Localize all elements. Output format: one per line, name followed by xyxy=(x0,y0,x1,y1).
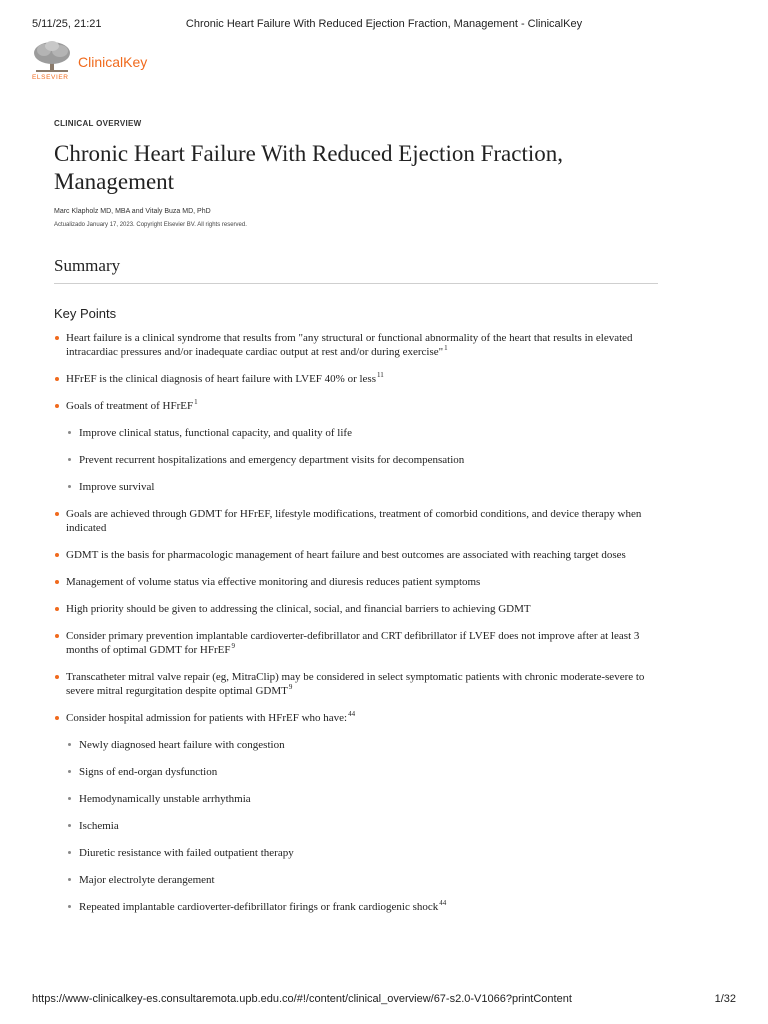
key-point-text: Hemodynamically unstable arrhythmia xyxy=(79,793,251,805)
reference-link[interactable]: 9 xyxy=(288,683,293,691)
key-point-text: GDMT is the basis for pharmacologic management of heart failure and best outcomes are associated with reaching target doses xyxy=(66,549,626,561)
bullet-icon xyxy=(68,485,71,488)
key-point-text: Consider hospital admission for patients with HFrEF who have: xyxy=(66,712,348,724)
bullet-icon xyxy=(68,458,71,461)
reference-link[interactable]: 44 xyxy=(439,899,447,907)
bullet-icon xyxy=(68,824,71,827)
article-category: CLINICAL OVERVIEW xyxy=(54,119,142,128)
bullet-icon xyxy=(68,431,71,434)
key-point-subitem xyxy=(54,765,658,779)
bullet-icon xyxy=(55,377,59,381)
key-point-item xyxy=(54,575,658,589)
print-page-number: 1/32 xyxy=(714,993,736,1005)
key-point-text: High priority should be given to addressing the clinical, social, and financial barriers to achieving GDMT xyxy=(66,603,531,615)
reference-link[interactable]: 1 xyxy=(444,344,448,352)
bullet-icon xyxy=(55,634,59,638)
key-point-subitem xyxy=(54,846,658,860)
key-point-text: Prevent recurrent hospitalizations and emergency department visits for decompensation xyxy=(79,454,465,466)
key-point-item xyxy=(54,711,658,725)
summary-heading: Summary xyxy=(54,256,658,284)
bullet-icon xyxy=(68,797,71,800)
print-page-title: Chronic Heart Failure With Reduced Ejection Fraction, Management - ClinicalKey xyxy=(185,18,583,30)
print-datetime: 5/11/25, 21:21 xyxy=(32,18,102,30)
key-point-subitem xyxy=(54,480,658,494)
key-point-subitem xyxy=(54,792,658,806)
key-point-text: Repeated implantable cardioverter-defibrillator firings or frank cardiogenic shock xyxy=(79,901,439,913)
key-point-text: Newly diagnosed heart failure with congestion xyxy=(79,739,285,751)
elsevier-tree-icon xyxy=(30,40,74,74)
bullet-icon xyxy=(68,770,71,773)
key-point-text: Diuretic resistance with failed outpatient therapy xyxy=(79,847,294,859)
bullet-icon xyxy=(55,336,59,340)
reference-link[interactable]: 1 xyxy=(194,398,198,406)
article-updated: Actualizado January 17, 2023. Copyright Elsevier BV. All rights reserved. xyxy=(54,222,247,228)
bullet-icon xyxy=(68,878,71,881)
bullet-icon xyxy=(55,580,59,584)
key-point-text: Management of volume status via effective monitoring and diuresis reduces patient symptoms xyxy=(66,576,481,588)
bullet-icon xyxy=(55,675,59,679)
article-authors: Marc Klapholz MD, MBA and Vitaly Buza MD, PhD xyxy=(54,208,211,215)
key-point-item xyxy=(54,548,658,562)
key-point-text: Goals of treatment of HFrEF xyxy=(66,400,194,412)
logo-publisher-text: ELSEVIER xyxy=(32,74,69,81)
key-point-item xyxy=(54,331,658,359)
key-point-text: Ischemia xyxy=(79,820,119,832)
key-point-text: Improve clinical status, functional capacity, and quality of life xyxy=(79,427,352,439)
bullet-icon xyxy=(55,716,59,720)
key-point-text: Goals are achieved through GDMT for HFrEF, lifestyle modifications, treatment of comorbid conditions, and device therapy when indicated xyxy=(66,508,642,534)
key-point-subitem xyxy=(54,819,658,833)
article-content xyxy=(54,119,658,927)
key-point-subitem xyxy=(54,426,658,440)
key-point-text: Major electrolyte derangement xyxy=(79,874,215,886)
key-point-subitem xyxy=(54,453,658,467)
key-point-subitem xyxy=(54,738,658,752)
reference-link[interactable]: 9 xyxy=(231,642,235,650)
key-point-subitem xyxy=(54,900,658,914)
bullet-icon xyxy=(55,553,59,557)
bullet-icon xyxy=(68,905,71,908)
key-point-item xyxy=(54,602,658,616)
key-point-text: Heart failure is a clinical syndrome that results from "any structural or functional abnormality of the heart that results in elevated intracardiac pressures and/or inadequate cardiac output at rest and/or during exercise" xyxy=(66,332,633,358)
key-point-item xyxy=(54,372,658,386)
logo-brand-text: ClinicalKey xyxy=(78,54,148,70)
reference-link[interactable]: 11 xyxy=(377,371,384,379)
bullet-icon xyxy=(68,743,71,746)
key-point-text: Consider primary prevention implantable cardioverter-defibrillator and CRT defibrillator if LVEF does not improve after at least 3 months of optimal GDMT for HFrEF xyxy=(66,630,640,656)
bullet-icon xyxy=(68,851,71,854)
print-url: https://www-clinicalkey-es.consultaremota.upb.edu.co/#!/content/clinical_overview/67-s2.0-V1066?printContent xyxy=(32,993,572,1005)
reference-link[interactable]: 44 xyxy=(348,710,356,718)
clinicalkey-logo[interactable] xyxy=(30,40,190,88)
key-points-heading: Key Points xyxy=(54,306,117,321)
key-point-text: HFrEF is the clinical diagnosis of heart failure with LVEF 40% or less xyxy=(66,373,376,385)
key-point-subitem xyxy=(54,873,658,887)
bullet-icon xyxy=(55,512,59,516)
bullet-icon xyxy=(55,607,59,611)
bullet-icon xyxy=(55,404,59,408)
key-point-item xyxy=(54,399,658,413)
key-point-text: Improve survival xyxy=(79,481,155,493)
article-title: Chronic Heart Failure With Reduced Ejection Fraction, Management xyxy=(54,141,563,194)
key-point-item xyxy=(54,507,658,535)
key-point-text: Signs of end-organ dysfunction xyxy=(79,766,218,778)
key-point-text: Transcatheter mitral valve repair (eg, MitraClip) may be considered in select symptomatic patients with chronic moderate-severe to severe mitral regurgitation despite optimal GDMT xyxy=(66,671,645,697)
key-point-item xyxy=(54,670,658,698)
key-point-item xyxy=(54,629,658,657)
key-points-list xyxy=(54,331,658,914)
